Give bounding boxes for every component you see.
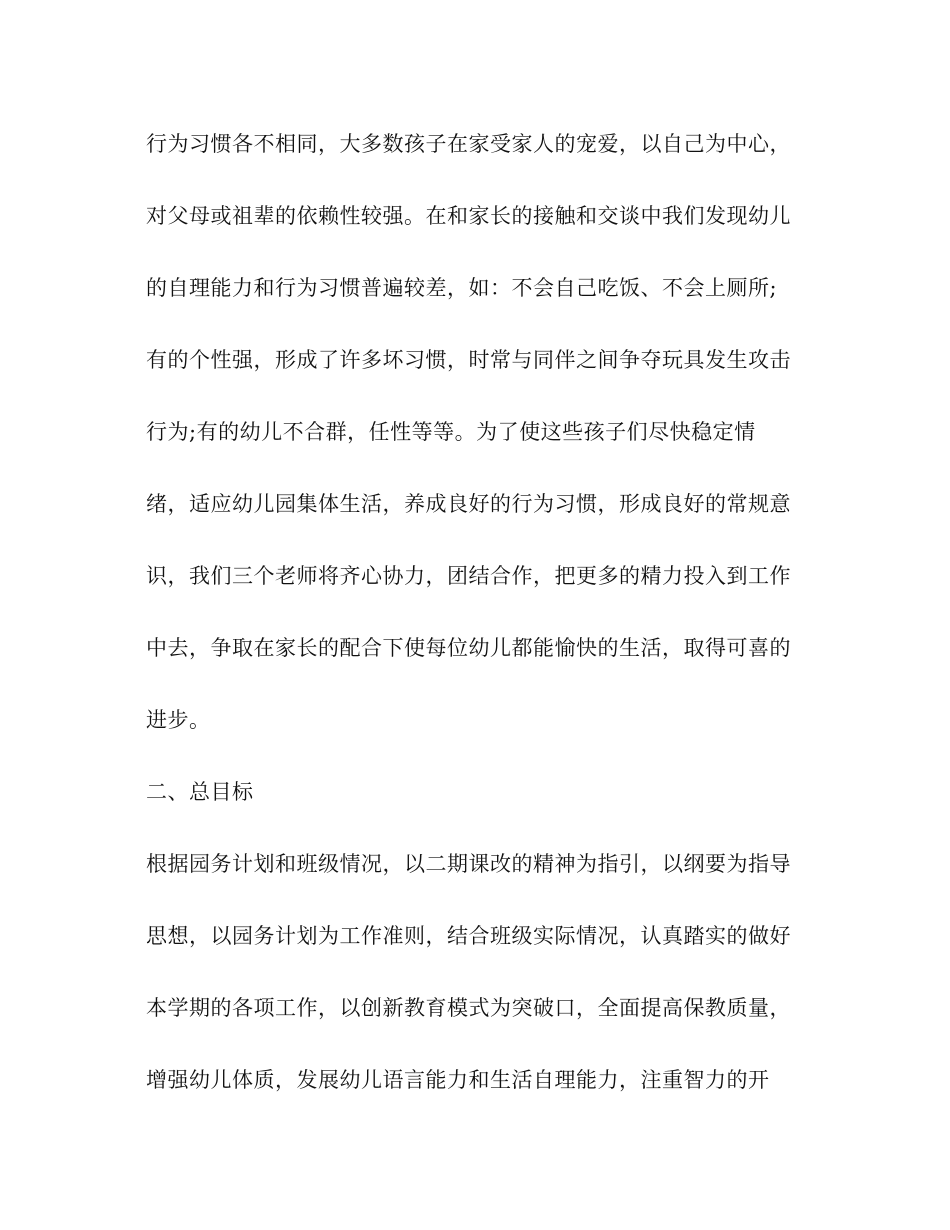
text-line: 进步。	[146, 708, 211, 732]
text-line: 对父母或祖辈的依赖性较强。在和家长的接触和交谈中我们发现幼儿	[146, 204, 791, 228]
text-line: 识，我们三个老师将齐心协力，团结合作，把更多的精力投入到工作	[146, 564, 791, 588]
text-line: 中去，争取在家长的配合下使每位幼儿都能愉快的生活，取得可喜的	[146, 636, 791, 660]
text-line: 根据园务计划和班级情况，以二期课改的精神为指引，以纲要为指导	[146, 852, 791, 876]
text-line: 绪，适应幼儿园集体生活，养成良好的行为习惯，形成良好的常规意	[146, 492, 791, 516]
text-line: 有的个性强，形成了许多坏习惯，时常与同伴之间争夺玩具发生攻击	[146, 348, 791, 372]
text-line: 思想，以园务计划为工作准则，结合班级实际情况，认真踏实的做好	[146, 924, 791, 948]
text-line: 增强幼儿体质，发展幼儿语言能力和生活自理能力，注重智力的开	[146, 1068, 770, 1092]
text-line: 的自理能力和行为习惯普遍较差，如：不会自己吃饭、不会上厕所;	[146, 276, 778, 300]
text-line: 行为习惯各不相同，大多数孩子在家受家人的宠爱，以自己为中心，	[146, 132, 791, 156]
section-heading: 二、总目标	[146, 780, 254, 804]
text-line: 行为;有的幼儿不合群，任性等等。为了使这些孩子们尽快稳定情	[146, 420, 756, 444]
text-line: 本学期的各项工作，以创新教育模式为突破口，全面提高保教质量，	[146, 996, 791, 1020]
